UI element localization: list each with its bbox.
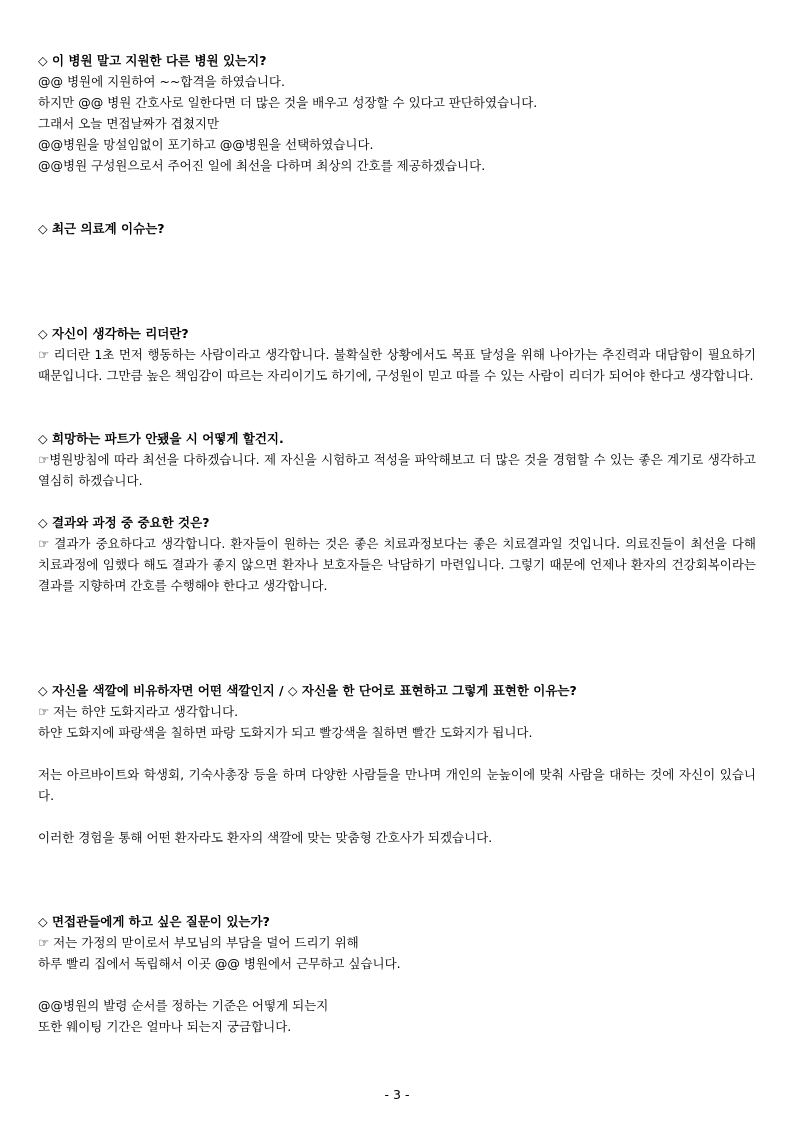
answer-line: 이러한 경험을 통해 어떤 환자라도 환자의 색깔에 맞는 맞춤형 간호사가 되겠습니다. (38, 830, 493, 845)
question-result-process: ◇ 결과와 과정 중 중요한 것은? (38, 515, 210, 530)
question-color: ◇ 자신을 색깔에 비유하자면 어떤 색깔인지 / ◇ 자신을 한 단어로 표현하고 그렇게 표현한 이유는? (38, 683, 577, 698)
answer-line: @@병원 구성원으로서 주어진 일에 최선을 다하며 최상의 간호를 제공하겠습니다. (38, 158, 486, 173)
question-for-interviewers: ◇ 면접관들에게 하고 싶은 질문이 있는가? (38, 914, 270, 929)
answer-line: 또한 웨이팅 기간은 얼마나 되는지 궁금합니다. (38, 1019, 292, 1034)
question-other-hospital: ◇ 이 병원 말고 지원한 다른 병원 있는지? (38, 53, 267, 68)
question-medical-issue: ◇ 최근 의료계 이슈는? (38, 221, 165, 236)
answer-line: @@ 병원에 지원하여 ~~합격을 하였습니다. (38, 74, 285, 89)
answer-line: 그래서 오늘 면접날짜가 겹쳤지만 (38, 116, 219, 131)
answer-paragraph: ☞ 리더란 1초 먼저 행동하는 사람이라고 생각합니다. 불확실한 상황에서도 목표 달성을 위해 나아가는 추진력과 대담함이 필요하기 때문입니다. 그만큼 높은 책임감이 따르는 자리이기도 하기에, 구성원이 믿고 따를 수 있는 사람이 리더가 되어야 한다고 생각합니다. (38, 347, 756, 383)
answer-line: 하루 빨리 집에서 독립해서 이곳 @@ 병원에서 근무하고 싶습니다. (38, 956, 401, 971)
answer-line: @@병원을 망설임없이 포기하고 @@병원을 선택하였습니다. (38, 137, 374, 152)
answer-line: ☞ 저는 하얀 도화지라고 생각합니다. (38, 704, 239, 719)
answer-line: 하얀 도화지에 파랑색을 칠하면 파랑 도화지가 되고 빨강색을 칠하면 빨간 도화지가 됩니다. (38, 725, 533, 740)
answer-line: ☞ 저는 가정의 맏이로서 부모님의 부담을 덜어 드리기 위해 (38, 935, 359, 950)
answer-paragraph: ☞ 결과가 중요하다고 생각합니다. 환자들이 원하는 것은 좋은 치료과정보다는 좋은 치료결과일 것입니다. 의료진들이 최선을 다해 치료과정에 임했다 해도 결과가 좋지 않으면 환자나 보호자들은 낙담하기 마련입니다. 그렇기 때문에 언제나 환자의 건강회복이라는 결과를 지향하며 간호를 수행해야 한다고 생각합니다. (38, 536, 756, 593)
answer-line: @@병원의 발령 순서를 정하는 기준은 어떻게 되는지 (38, 998, 329, 1013)
document-page (38, 50, 756, 1037)
answer-paragraph: ☞병원방침에 따라 최선을 다하겠습니다. 제 자신을 시험하고 적성을 파악해보고 더 많은 것을 경험할 수 있는 좋은 계기로 생각하고 열심히 하겠습니다. (38, 452, 756, 488)
question-leader: ◇ 자신이 생각하는 리더란? (38, 326, 189, 341)
answer-line: 하지만 @@ 병원 간호사로 일한다면 더 많은 것을 배우고 성장할 수 있다고 판단하였습니다. (38, 95, 538, 110)
question-part-assignment: ◇ 희망하는 파트가 안됐을 시 어떻게 할건지. (38, 431, 284, 446)
answer-paragraph: 저는 아르바이트와 학생회, 기숙사총장 등을 하며 다양한 사람들을 만나며 개인의 눈높이에 맞춰 사람을 대하는 것에 자신이 있습니다. (38, 767, 756, 803)
page-number: - 3 - (384, 1087, 410, 1102)
